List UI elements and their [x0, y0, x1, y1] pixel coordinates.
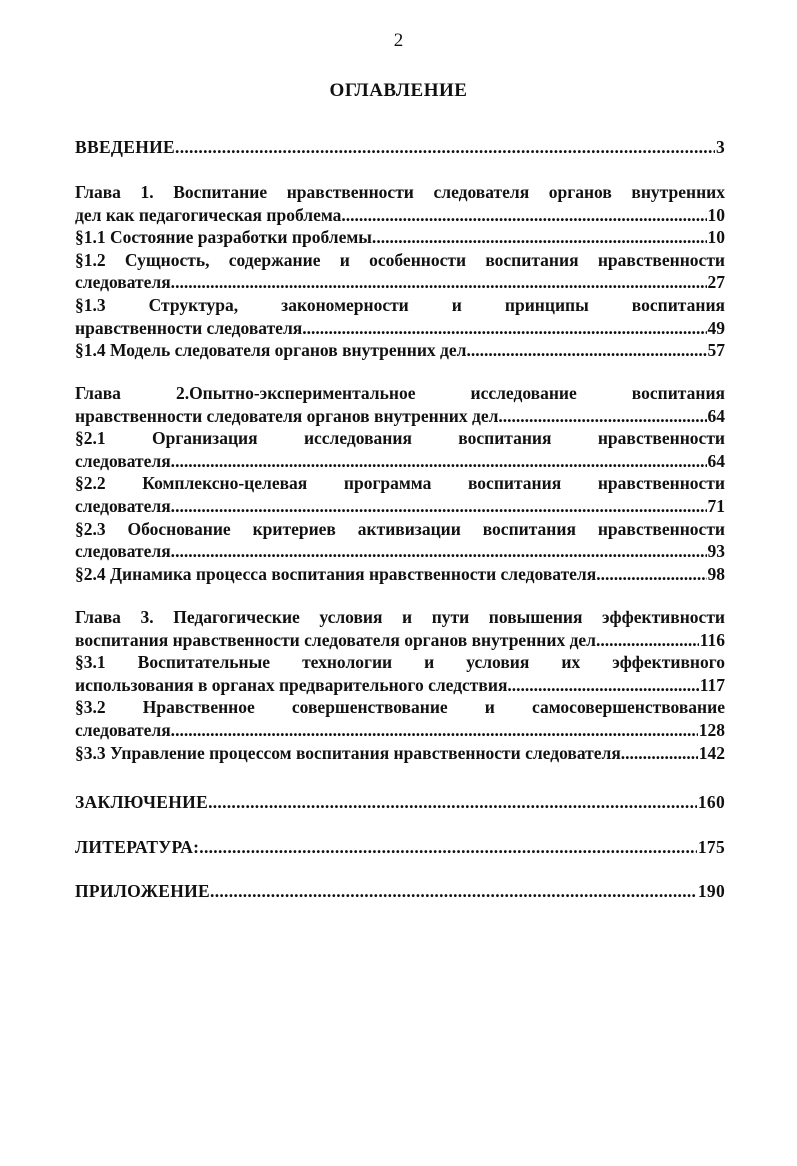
toc-section-2-2[interactable]: §2.2 Комплексно-целевая программа воспитания нравственности следователя. ..... 71 [75, 472, 725, 517]
toc-section-3-3[interactable]: §3.3 Управление процессом воспитания нравственности следователя. ..... 142 [75, 742, 725, 765]
toc-section-2-3[interactable]: §2.3 Обоснование критериев активизации воспитания нравственности следователя. ..... 93 [75, 518, 725, 563]
toc-intro[interactable] [75, 136, 725, 159]
toc-chapter-3-page: 116 [699, 629, 725, 650]
toc-section-2-1[interactable]: §2.1 Организация исследования воспитания нравственности следователя. ..... 64 [75, 427, 725, 472]
toc-chapter-3 [75, 606, 725, 764]
toc-section-1-3[interactable]: §1.3 Структура, закономерности и принципы воспитания нравственности следователя. ..... 49 [75, 294, 725, 339]
toc-chapter-1 [75, 181, 725, 362]
page-title: ОГЛАВЛЕНИЕ [329, 80, 468, 101]
toc-section-2-4[interactable]: §2.4 Динамика процесса воспитания нравственности следователя. ..... 98 [75, 563, 725, 586]
toc-section-1-1[interactable]: §1.1 Состояние разработки проблемы. ..... 10 [75, 226, 725, 249]
toc-section-1-2[interactable]: §1.2 Сущность, содержание и особенности воспитания нравственности следователя. ..... 27 [75, 249, 725, 294]
toc-literature[interactable]: ЛИТЕРАТУРА: ..... 175 [75, 836, 725, 859]
toc-chapter-2-page: 64 [707, 405, 725, 426]
toc-intro-text: ВВЕДЕНИЕ [75, 137, 176, 157]
toc-chapter-1-heading[interactable]: Глава 1. Воспитание нравственности следователя органов внутренних дел как педагогическая проблема. ..... 10 [75, 181, 725, 226]
toc-chapter-2 [75, 382, 725, 585]
toc-appendix[interactable]: ПРИЛОЖЕНИЕ ..... 190 [75, 880, 725, 903]
toc-intro-page: 3 [715, 137, 725, 157]
page-number: 2 [393, 30, 404, 51]
toc-section-3-1[interactable]: §3.1 Воспитательные технологии и условия их эффективного использования в органах предварительного следствия. ..... 117 [75, 651, 725, 696]
toc-chapter-2-heading[interactable]: Глава 2.Опытно-экспериментальное исследование воспитания нравственности следователя органов внутренних дел. ..... 64 [75, 382, 725, 427]
toc-section-1-4[interactable]: §1.4 Модель следователя органов внутренних дел. ..... 57 [75, 339, 725, 362]
toc-chapter-1-page: 10 [707, 204, 725, 225]
toc-conclusion[interactable]: ЗАКЛЮЧЕНИЕ ..... 160 [75, 791, 725, 814]
toc-chapter-3-heading[interactable]: Глава 3. Педагогические условия и пути повышения эффективности воспитания нравственности следователя органов внутренних дел ..... 116 [75, 606, 725, 651]
toc-section-3-2[interactable]: §3.2 Нравственное совершенствование и самосовершенствование следователя. ..... 128 [75, 696, 725, 741]
